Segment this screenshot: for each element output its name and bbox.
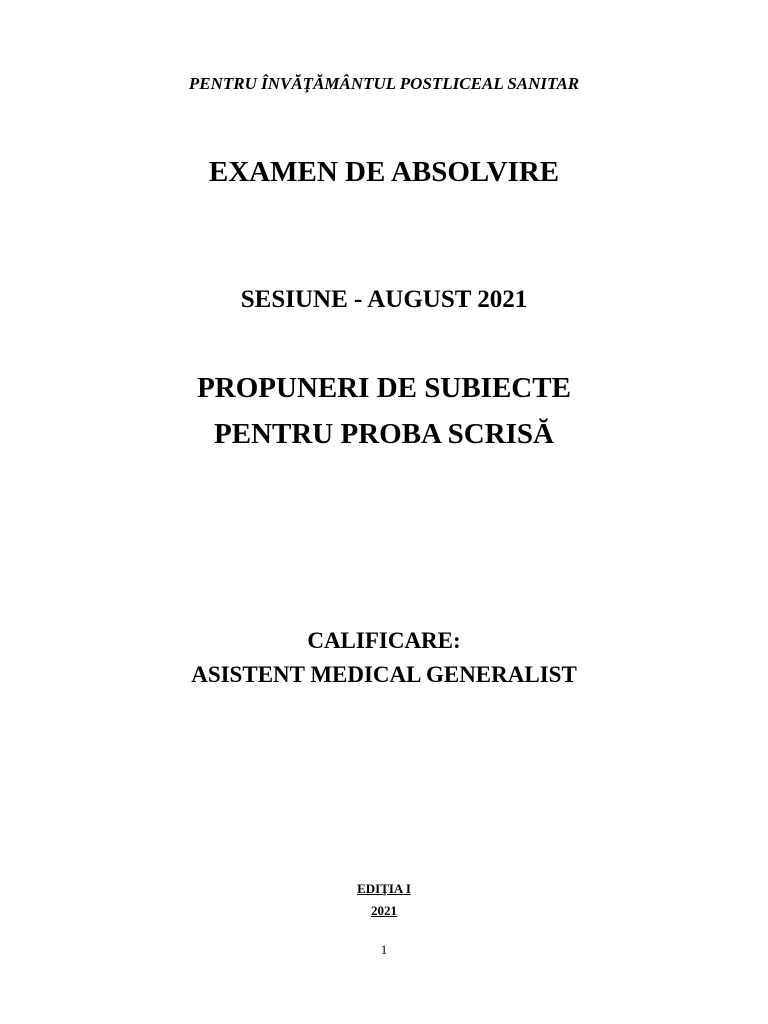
subject-title-line-2: PENTRU PROBA SCRISĂ (214, 418, 554, 450)
edition-label: EDIŢIA I (357, 881, 411, 896)
page-number: 1 (380, 942, 388, 957)
subject-title-line-1: PROPUNERI DE SUBIECTE (197, 372, 571, 404)
document-header: PENTRU ÎNVĂŢĂMÂNTUL POSTLICEAL SANITAR (188, 74, 580, 93)
exam-title: EXAMEN DE ABSOLVIRE (208, 156, 560, 188)
qualification-label: CALIFICARE: (307, 628, 461, 653)
session-title: SESIUNE - AUGUST 2021 (240, 286, 528, 313)
edition-year: 2021 (371, 903, 397, 918)
qualification-value: ASISTENT MEDICAL GENERALIST (191, 662, 577, 687)
